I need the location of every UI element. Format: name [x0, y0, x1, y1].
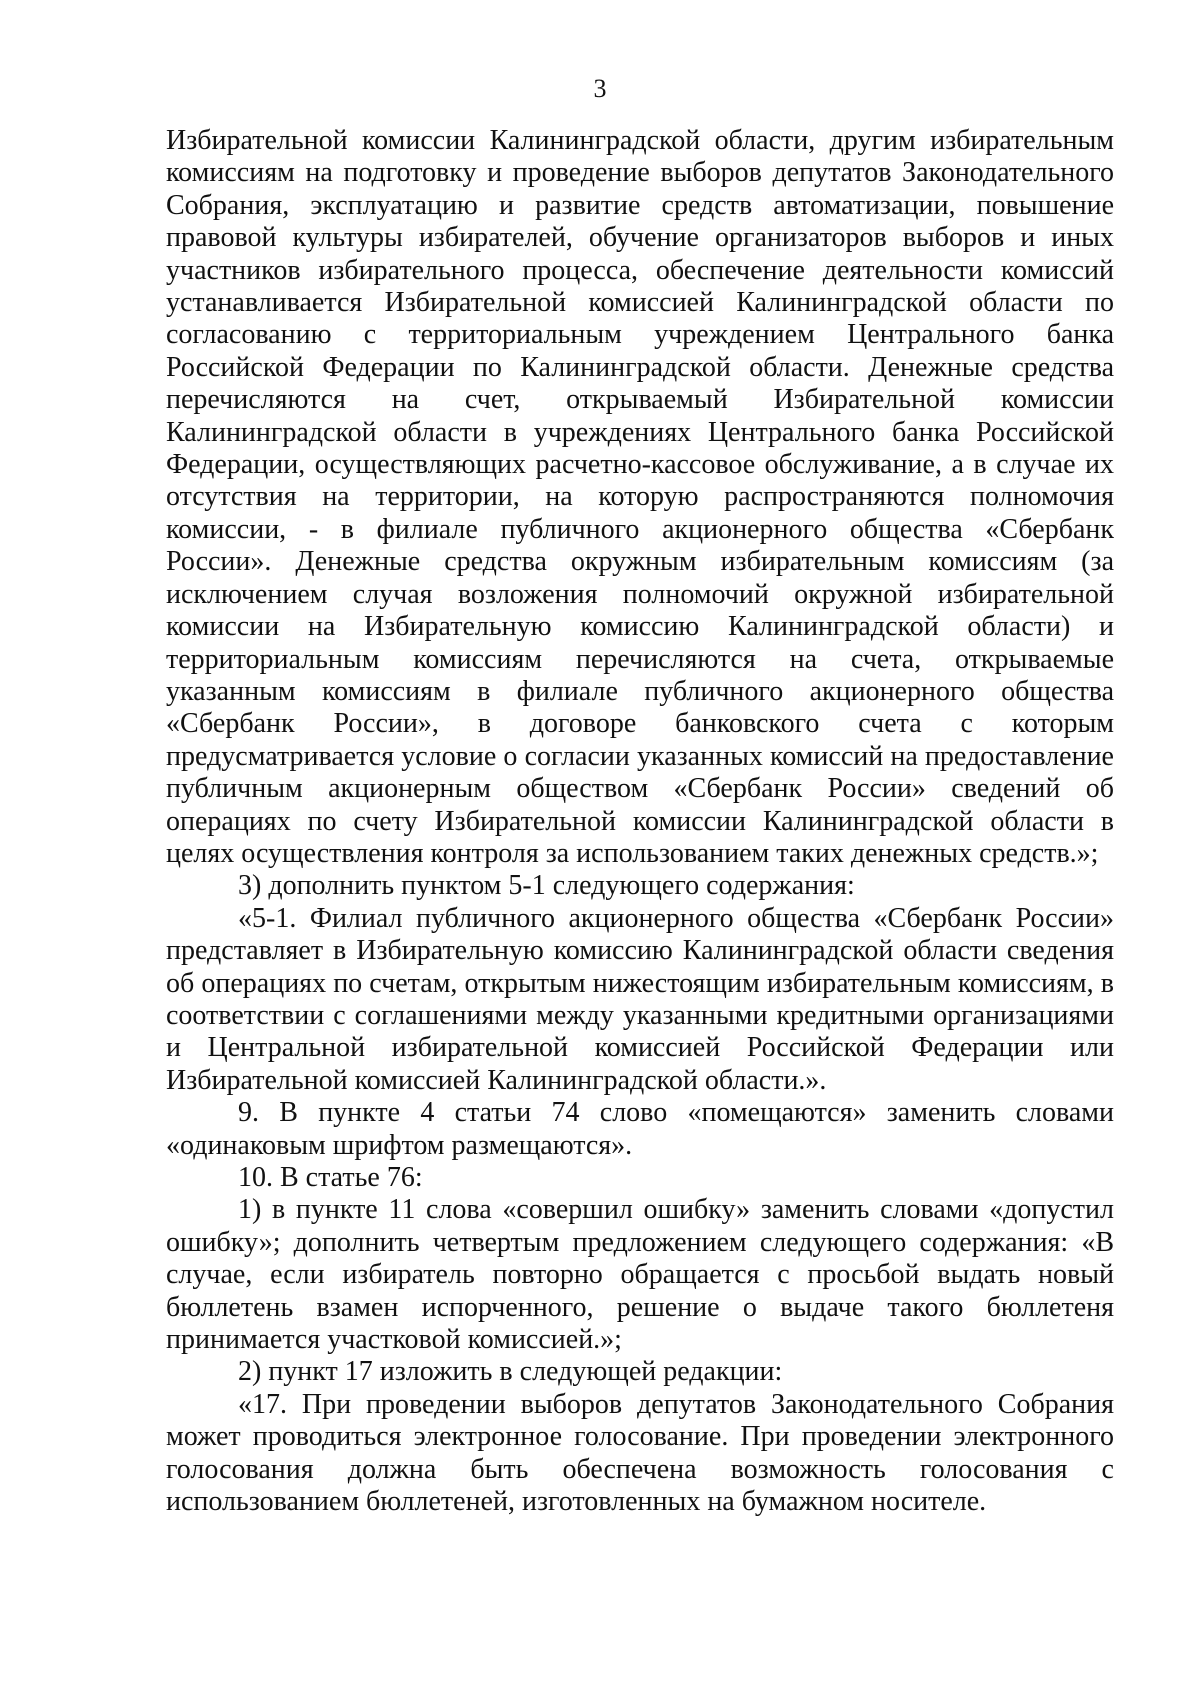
- paragraph-item-9: 9. В пункте 4 статьи 74 слово «помещаются» заменить словами «одинаковым шрифтом размещаются».: [166, 1097, 1114, 1161]
- paragraph-continuation: Избирательной комиссии Калининградской области, другим избирательным комиссиям на подготовку и проведение выборов депутатов Законодательного Собрания, эксплуатацию и развитие средств автоматизации, повышение правовой культуры избирателей, обучение организаторов выборов и иных участников избирательного процесса, обеспечение деятельности комиссий устанавливается Избирательной комиссией Калининградской области по согласованию с территориальным учреждением Центрального банка Российской Федерации по Калининградской области. Денежные средства перечисляются на счет, открываемый Избирательной комиссии Калининградской области в учреждениях Центрального банка Российской Федерации, осуществляющих расчетно-кассовое обслуживание, а в случае их отсутствия на территории, на которую распространяются полномочия комиссии, - в филиале публичного акционерного общества «Сбербанк России». Денежные средства окружным избирательным комиссиям (за исключением случая возложения полномочий окружной избирательной комиссии на Избирательную комиссию Калининградской области) и территориальным комиссиям перечисляются на счета, открываемые указанным комиссиям в филиале публичного акционерного общества «Сбербанк России», в договоре банковского счета с которым предусматривается условие о согласии указанных комиссий на предоставление публичным акционерным обществом «Сбербанк России» сведений об операциях по счету Избирательной комиссии Калининградской области в целях осуществления контроля за использованием таких денежных средств.»;: [166, 125, 1114, 869]
- paragraph-clause-17: «17. При проведении выборов депутатов Законодательного Собрания может проводиться электронное голосование. При проведении электронного голосования должна быть обеспечена возможность голосования с использованием бюллетеней, изготовленных на бумажном носителе.: [166, 1388, 1114, 1518]
- paragraph-item-3: 3) дополнить пунктом 5-1 следующего содержания:: [238, 870, 855, 902]
- paragraph-item-10: 10. В статье 76:: [238, 1162, 423, 1193]
- document-body: [166, 125, 1114, 1518]
- paragraph-clause-5-1: «5-1. Филиал публичного акционерного общества «Сбербанк России» представляет в Избирательную комиссию Калининградской области сведения об операциях по счетам, открытым нижестоящим избирательным комиссиям, в соответствии с соглашениями между указанными кредитными организациями и Центральной избирательной комиссией Российской Федерации или Избирательной комиссией Калининградской области.».: [166, 902, 1114, 1096]
- paragraph-subitem-1: 1) в пункте 11 слова «совершил ошибку» заменить словами «допустил ошибку»; дополнить четвертым предложением следующего содержания: «В случае, если избиратель повторно обращается с просьбой выдать новый бюллетень взамен испорченного, решение о выдаче такого бюллетеня принимается участковой комиссией.»;: [166, 1194, 1114, 1356]
- page-number: 3: [593, 74, 607, 103]
- paragraph-subitem-2: 2) пункт 17 изложить в следующей редакции:: [238, 1356, 783, 1388]
